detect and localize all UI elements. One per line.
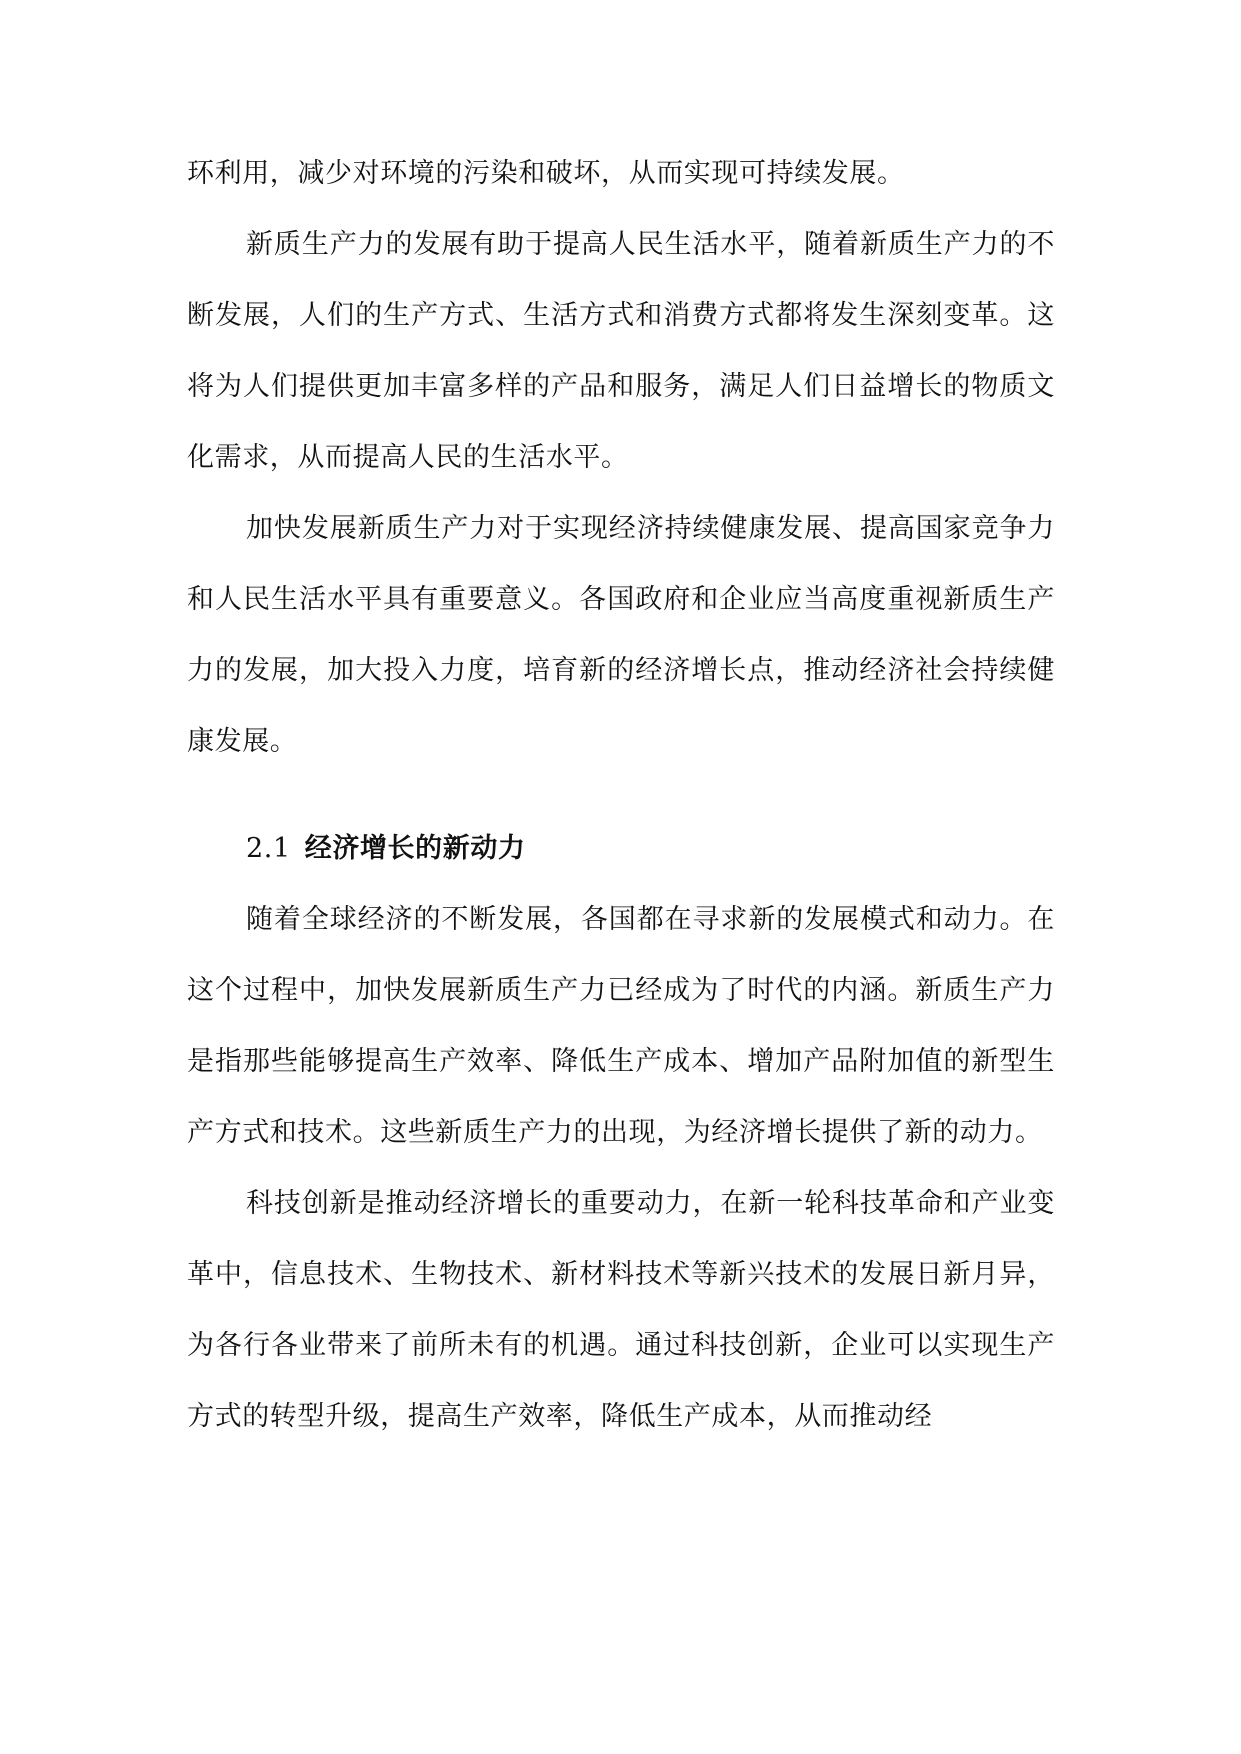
paragraph-new-momentum: 随着全球经济的不断发展，各国都在寻求新的发展模式和动力。在这个过程中，加快发展新质生产力已经成为了时代的内涵。新质生产力是指那些能够提高生产效率、降低生产成本、增加产品附加值的新型生产方式和技术。这些新质生产力的出现，为经济增长提供了新的动力。 (187, 904, 1055, 1148)
paragraph-continuation: 环利用，减少对环境的污染和破坏，从而实现可持续发展。 (187, 158, 905, 189)
paragraph-significance: 加快发展新质生产力对于实现经济持续健康发展、提高国家竞争力和人民生活水平具有重要意义。各国政府和企业应当高度重视新质生产力的发展，加大投入力度，培育新的经济增长点，推动经济社会持续健康发展。 (187, 513, 1055, 757)
section-title: 经济增长的新动力 (304, 833, 526, 864)
paragraph-living-standards: 新质生产力的发展有助于提高人民生活水平，随着新质生产力的不断发展，人们的生产方式、生活方式和消费方式都将发生深刻变革。这将为人们提供更加丰富多样的产品和服务，满足人们日益增长的物质文化需求，从而提高人民的生活水平。 (187, 229, 1055, 473)
section-heading (187, 813, 1055, 884)
document-body (187, 138, 1055, 1452)
section-number: 2.1 (246, 833, 291, 864)
paragraph-tech-innovation: 科技创新是推动经济增长的重要动力，在新一轮科技革命和产业变革中，信息技术、生物技术、新材料技术等新兴技术的发展日新月异，为各行各业带来了前所未有的机遇。通过科技创新，企业可以实现生产方式的转型升级，提高生产效率，降低生产成本，从而推动经 (187, 1188, 1055, 1432)
